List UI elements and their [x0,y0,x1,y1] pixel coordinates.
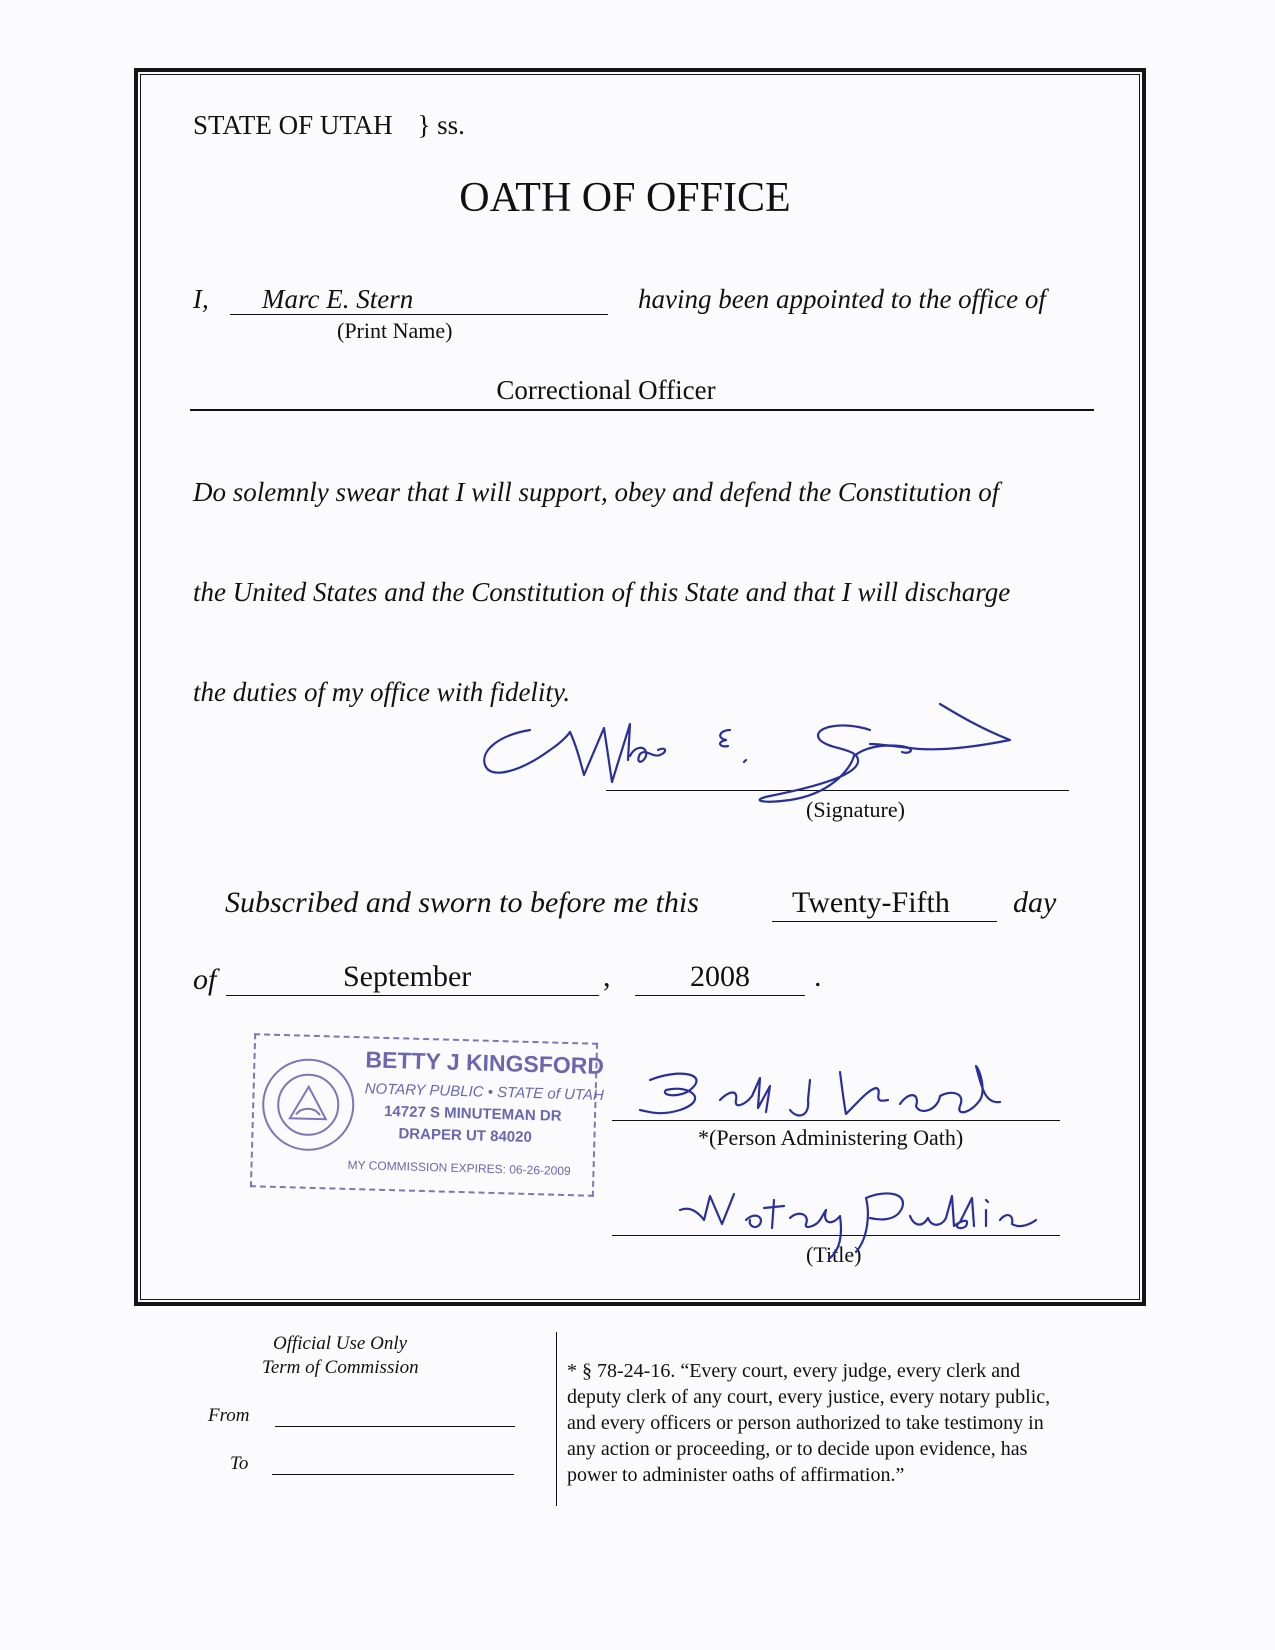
footnote-line-3: and every officers or person authorized to take testimony in [567,1412,1044,1434]
ss-mark: } ss. [417,110,465,140]
year-value: 2008 [690,960,750,993]
appointed-text: having been appointed to the office of [638,284,1046,314]
print-name-caption: (Print Name) [337,318,453,343]
print-name-value: Marc E. Stern [262,284,414,314]
sworn-intro: Subscribed and sworn to before me this [225,886,699,919]
notary-stamp [250,1033,605,1197]
signature-caption: (Signature) [806,797,905,822]
from-label: From [208,1405,250,1426]
document-title: OATH OF OFFICE [459,175,791,221]
to-field[interactable] [272,1452,514,1475]
state-heading [193,110,465,141]
stamp-line-5: MY COMMISSION EXPIRES: 06-26-2009 [347,1157,571,1179]
date-comma: , [603,960,611,993]
stamp-line-2: NOTARY PUBLIC • STATE of UTAH [364,1080,605,1105]
oath-line-2: the United States and the Constitution of this State and that I will discharge [193,577,1011,607]
oath-line-3: the duties of my office with fidelity. [193,677,571,707]
date-period: . [814,960,822,993]
day-value: Twenty-Fifth [792,886,950,919]
title-signature [670,1180,1070,1270]
column-divider [556,1332,557,1506]
term-of-commission: Term of Commission [262,1357,419,1378]
state-seal-icon [259,1055,358,1154]
of-word: of [193,963,217,996]
footnote-line-2: deputy clerk of any court, every justice, every notary public, [567,1386,1051,1408]
footnote-line-1: * § 78-24-16. “Every court, every judge, every clerk and [567,1360,1021,1382]
day-word: day [1013,886,1057,919]
footnote-line-5: power to administer oaths of affirmation.” [567,1464,905,1486]
appointee-signature [470,700,1030,860]
official-use-title: Official Use Only [273,1333,408,1354]
month-value: September [343,960,472,993]
stamp-name: BETTY J KINGSFORD [365,1046,605,1080]
administrator-signature [620,1060,1040,1150]
i-prefix: I, [193,284,209,314]
to-label: To [230,1453,249,1474]
oath-line-1: Do solemnly swear that I will support, obey and defend the Constitution of [193,477,1000,507]
state-name: STATE OF UTAH [193,110,393,140]
footnote-line-4: any action or proceeding, or to decide upon evidence, has [567,1438,1028,1460]
stamp-line-3: 14727 S MINUTEMAN DR [383,1102,562,1125]
title-caption: (Title) [806,1242,862,1267]
stamp-line-4: DRAPER UT 84020 [398,1125,533,1147]
from-field[interactable] [275,1404,515,1427]
administrator-caption: *(Person Administering Oath) [698,1125,964,1150]
office-value: Correctional Officer [496,375,716,405]
office-line [190,380,1094,411]
